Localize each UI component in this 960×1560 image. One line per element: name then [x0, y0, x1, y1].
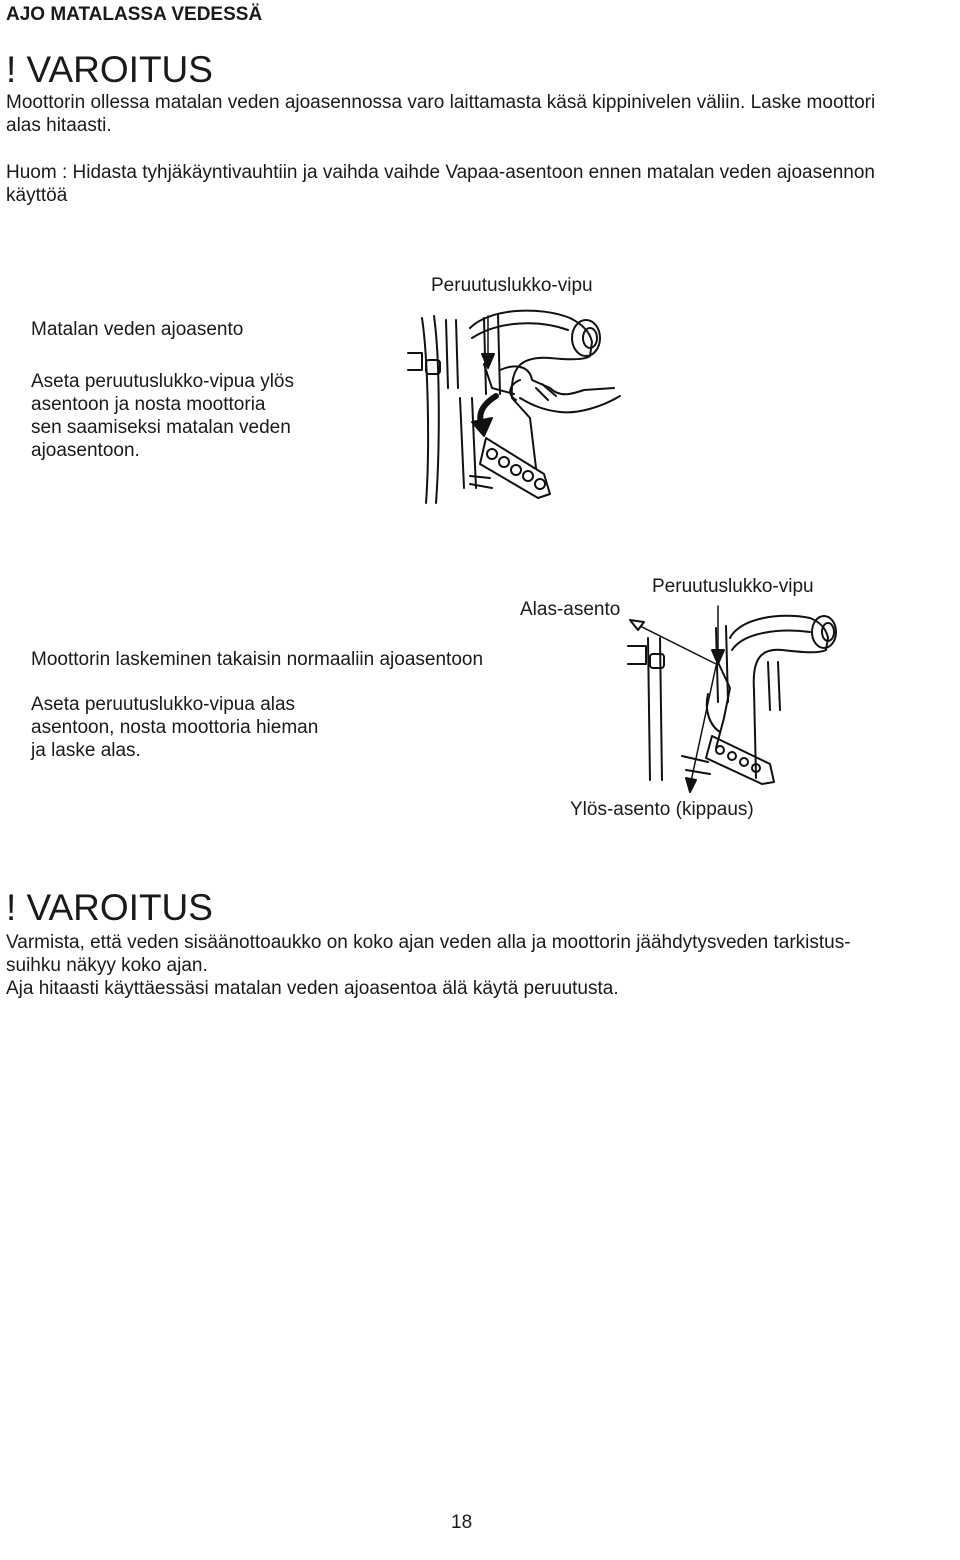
warning-line: alas hitaasti.: [6, 115, 112, 136]
warning-title: ! VAROITUS: [6, 49, 213, 90]
instruction-line: Aseta peruutuslukko-vipua alas: [31, 694, 296, 715]
warning-text: [6, 931, 956, 1000]
up-position-label: Ylös-asento (kippaus): [570, 799, 754, 820]
section-title: AJO MATALASSA VEDESSÄ: [6, 4, 263, 25]
warning-title: ! VAROITUS: [6, 887, 213, 928]
warning-text: [6, 91, 956, 137]
outboard-bracket-hand-lever-illustration: [400, 298, 630, 510]
warning-line: Aja hitaasti käyttäessäsi matalan veden ajoasentoa älä käytä peruutusta.: [6, 978, 619, 999]
note-text: [6, 161, 956, 207]
page-number: 18: [451, 1512, 473, 1533]
lever-label: Peruutuslukko-vipu: [431, 275, 593, 296]
instruction-line: Aseta peruutuslukko-vipua ylös: [31, 371, 294, 392]
figure-heading: Matalan veden ajoasento: [31, 319, 244, 340]
warning-line: Varmista, että veden sisäänottoaukko on koko ajan veden alla ja moottorin jäähdytysveden tarkistus-: [6, 932, 851, 953]
figure-instruction: [31, 693, 411, 762]
warning-line: suihku näkyy koko ajan.: [6, 955, 208, 976]
instruction-line: asentoon ja nosta moottoria: [31, 394, 266, 415]
warning-line: Moottorin ollessa matalan veden ajoasennossa varo laittamasta käsä kippinivelen väliin. Laske moottori: [6, 92, 876, 113]
note-line: käyttöä: [6, 185, 68, 206]
instruction-line: ja laske alas.: [31, 740, 141, 761]
down-position-label: Alas-asento: [520, 599, 621, 620]
figure-heading: Moottorin laskeminen takaisin normaaliin ajoasentoon: [31, 649, 484, 670]
instruction-line: sen saamiseksi matalan veden: [31, 417, 291, 438]
instruction-line: ajoasentoon.: [31, 440, 140, 461]
lever-label: Peruutuslukko-vipu: [652, 576, 814, 597]
note-line: Huom : Hidasta tyhjäkäyntivauhtiin ja vaihda vaihde Vapaa-asentoon ennen matalan veden ajoasennon: [6, 162, 875, 183]
outboard-bracket-lever-positions-illustration: [620, 598, 850, 798]
instruction-line: asentoon, nosta moottoria hieman: [31, 717, 319, 738]
figure-instruction: [31, 370, 391, 462]
